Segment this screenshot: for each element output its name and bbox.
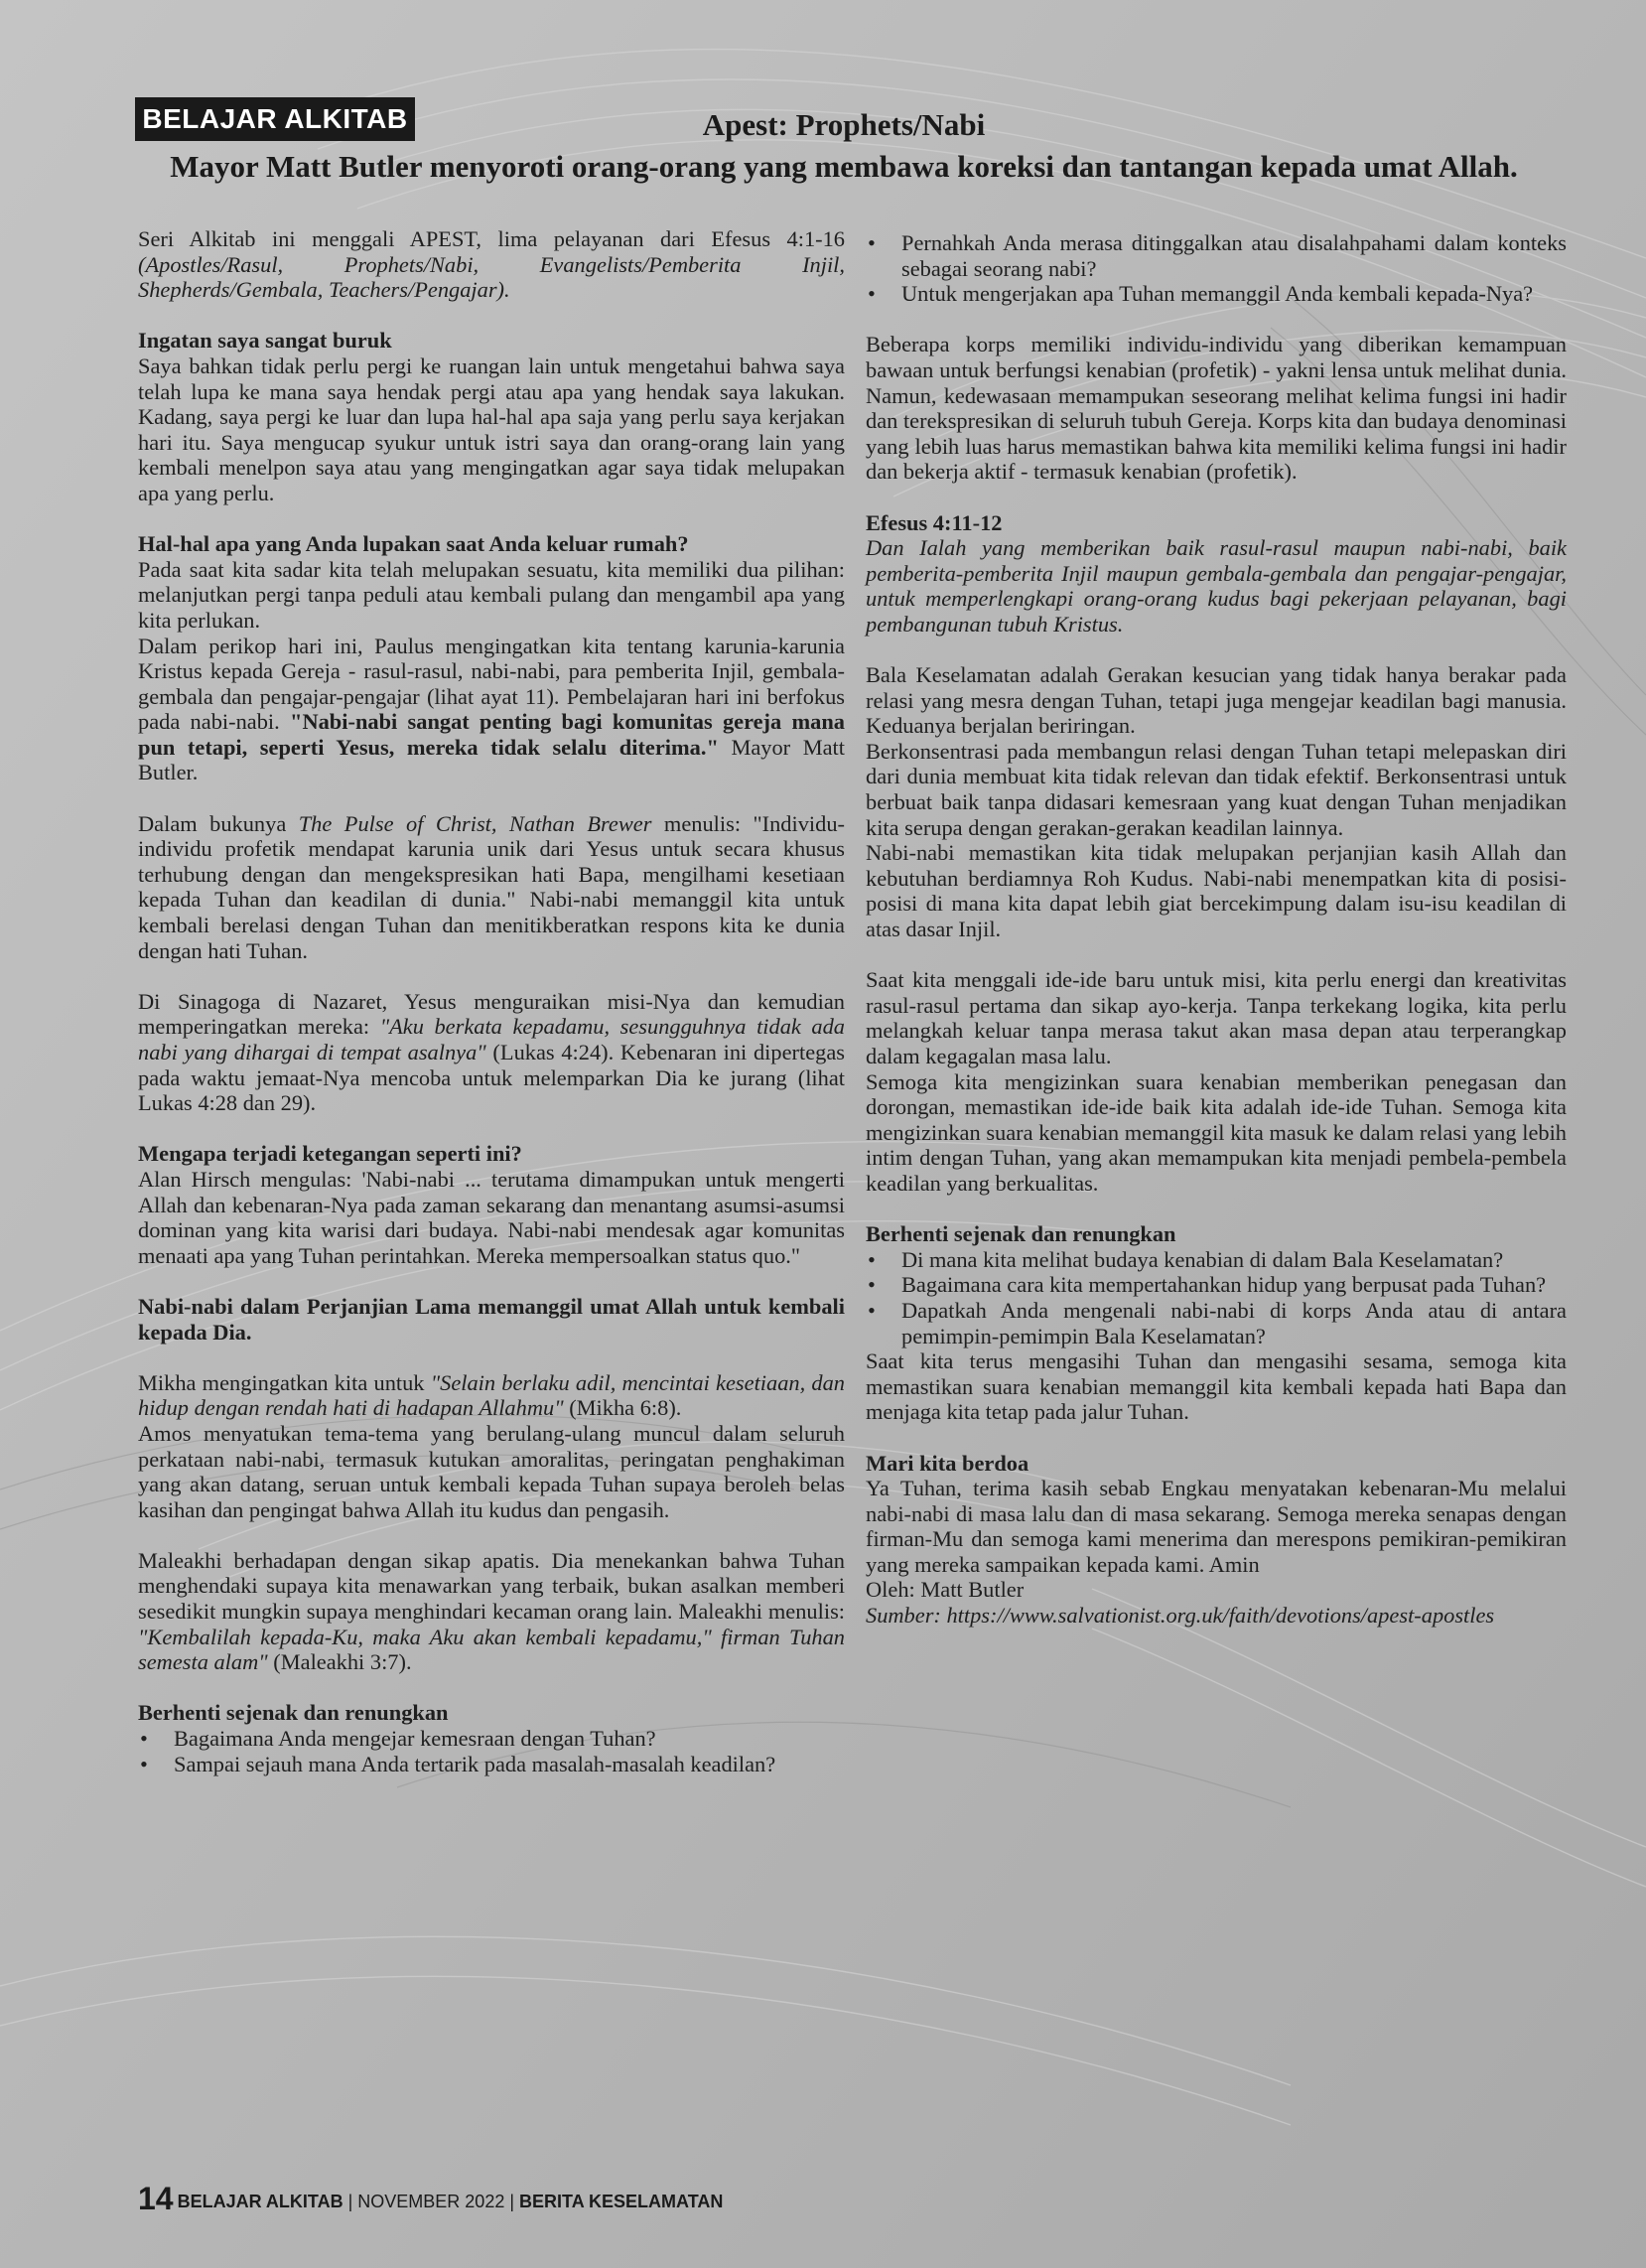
paragraph-corps: Beberapa korps memiliki individu-individu yang diberikan kemampuan bawaan untuk berfungsi kenabian (profetik) - yakni lensa untuk melihat dunia. Namun, kedewasaan memampukan seseorang melihat kelima fungsi ini hadir dan terekspresikan di seluruh tubuh Gereja. Korps kita dan budaya denominasi yang lebih luas harus memastikan bahwa kita memiliki kelima fungsi ini hadir dan bekerja aktif - termasuk kenabian (profetik). — [866, 332, 1567, 485]
paragraph-hirsch: Alan Hirsch mengulas: 'Nabi-nabi ... terutama dimampukan untuk mengerti Allah dan kebenaran-Nya pada zaman sekarang dan menantang asumsi-asumsi dominan yang kita warisi dari budaya. Nabi-nabi mendesak agar komunitas menaati apa yang Tuhan perintahkan. Mereka mempersoalkan status quo." — [138, 1166, 845, 1268]
paragraph-brewer: Dalam bukunya The Pulse of Christ, Nathan Brewer menulis: "Individu-individu profetik mendapat karunia unik dari Yesus untuk secara khusus terhubung dengan dan mengekspresikan hati Bapa, mengilhami kesetiaan kepada Tuhan dan keadilan di dunia." Nabi-nabi memanggil kita untuk kembali berelasi dengan Tuhan dan menitikberatkan respons kita ke dunia dengan hati Tuhan. — [138, 810, 845, 963]
list-item: • Bagaimana cara kita mempertahankan hidup yang berpusat pada Tuhan? — [866, 1272, 1567, 1298]
paragraph-mission: Saat kita menggali ide-ide baru untuk misi, kita perlu energi dan kreativitas rasul-rasul pertama dan sikap ayo-kerja. Tanpa terkekang logika, kita perlu melangkah keluar tanpa merasa takut akan masa depan atau terperangkap dalam kegagalan masa lalu. — [866, 967, 1567, 1068]
reflection-list-continued — [866, 230, 1567, 307]
footer-separator: | — [343, 2192, 358, 2211]
paragraph-pericope: Dalam perikop hari ini, Paulus mengingatkan kita tentang karunia-karunia Kristus kepada Gereja - rasul-rasul, nabi-nabi, para pemberita Injil, gembala-gembala dan pengajar-pengajar (lihat ayat 11). Pembelajaran hari ini berfokus pada nabi-nabi. "Nabi-nabi sangat penting bagi komunitas gereja mana pun tetapi, seperti Yesus, mereka tidak selalu diterima." Mayor Matt Butler. — [138, 633, 845, 785]
list-item: • Untuk mengerjakan apa Tuhan memanggil Anda kembali kepada-Nya? — [866, 281, 1567, 307]
heading-tension: Mengapa terjadi ketegangan seperti ini? — [138, 1141, 522, 1167]
page-number: 14 — [138, 2181, 174, 2216]
paragraph-holiness: Bala Keselamatan adalah Gerakan kesucian yang tidak hanya berakar pada relasi yang mesra dengan Tuhan, tetapi juga mengejar keadilan bagi manusia. Keduanya berjalan beriringan. — [866, 662, 1567, 739]
author-credit: Oleh: Matt Butler — [866, 1577, 1025, 1603]
heading-forget: Hal-hal apa yang Anda lupakan saat Anda keluar rumah? — [138, 531, 689, 557]
paragraph-closing: Saat kita terus mengasihi Tuhan dan mengasihi sesama, semoga kita memastikan suara kenabian memanggil kita kembali kepada hati Bapa dan menjaga kita tetap pada jalur Tuhan. — [866, 1348, 1567, 1425]
article-subtitle: Mayor Matt Butler menyoroti orang-orang yang membawa koreksi dan tantangan kepada umat Allah. — [170, 149, 1518, 184]
prayer-text: Ya Tuhan, terima kasih sebab Engkau menyatakan kebenaran-Mu melalui nabi-nabi di masa lalu dan di masa sekarang. Semoga mereka senapas dengan firman-Mu dan semoga kami menerima dan merespons pemikiran-pemikiran yang mereka sampaikan kepada kami. Amin — [866, 1476, 1567, 1577]
heading-old-testament: Nabi-nabi dalam Perjanjian Lama memanggil umat Allah untuk kembali kepada Dia. — [138, 1293, 845, 1345]
left-column — [138, 226, 845, 1776]
reflection-list-left — [138, 1726, 845, 1776]
paragraph-memory: Saya bahkan tidak perlu pergi ke ruangan lain untuk mengetahui bahwa saya telah lupa ke mana saya hendak pergi atau apa yang hendak saya lakukan. Kadang, saya pergi ke luar dan lupa hal-hal apa saja yang perlu saya kerjakan hari itu. Saya mengucap syukur untuk istri saya dan orang-orang lain yang kembali menelpon saya atau yang mengingatkan agar saya tidak melupakan apa yang perlu. — [138, 353, 845, 505]
list-item: • Sampai sejauh mana Anda tertarik pada masalah-masalah keadilan? — [138, 1752, 845, 1777]
right-column — [866, 230, 1567, 1629]
heading-reflect-right: Berhenti sejenak dan renungkan — [866, 1221, 1176, 1247]
list-item: • Bagaimana Anda mengejar kemesraan dengan Tuhan? — [138, 1726, 845, 1752]
section-tag: BELAJAR ALKITAB — [135, 97, 415, 141]
heading-memory: Ingatan saya sangat buruk — [138, 328, 392, 354]
footer-publication: BERITA KESELAMATAN — [519, 2192, 724, 2211]
list-item: • Di mana kita melihat budaya kenabian di dalam Bala Keselamatan? — [866, 1247, 1567, 1273]
heading-ephesians: Efesus 4:11-12 — [866, 509, 1003, 535]
paragraph-micah: Mikha mengingatkan kita untuk "Selain berlaku adil, mencintai kesetiaan, dan hidup dengan rendah hati di hadapan Allahmu" (Mikha 6:8). — [138, 1369, 845, 1421]
intro-paragraph: Seri Alkitab ini menggali APEST, lima pelayanan dari Efesus 4:1-16 (Apostles/Rasul, Prophets/Nabi, Evangelists/Pemberita Injil, Shepherds/Gembala, Teachers/Pengajar). — [138, 226, 845, 303]
heading-prayer: Mari kita berdoa — [866, 1450, 1029, 1476]
heading-reflect-left: Berhenti sejenak dan renungkan — [138, 1700, 449, 1726]
footer-separator: | — [504, 2192, 520, 2211]
article-title: Apest: Prophets/Nabi — [702, 107, 986, 142]
list-item: • Dapatkah Anda mengenali nabi-nabi di korps Anda atau di antara pemimpin-pemimpin Bala Keselamatan? — [866, 1298, 1567, 1348]
paragraph-prophetic-voice: Semoga kita mengizinkan suara kenabian memberikan penegasan dan dorongan, memastikan ide-ide baik kita adalah ide-ide Tuhan. Semoga kita mengizinkan suara kenabian memanggil kita masuk ke dalam relasi yang lebih intim dengan Tuhan, yang akan memampukan kita menjadi pembela-pembela keadilan yang berkualitas. — [866, 1068, 1567, 1196]
paragraph-amos: Amos menyatukan tema-tema yang berulang-ulang muncul dalam seluruh perkataan nabi-nabi, termasuk kutukan amoralitas, peringatan penghakiman yang akan datang, seruan untuk kembali kepada Tuhan supaya beroleh belas kasihan dan pengingat bahwa Allah itu kudus dan pengasih. — [138, 1420, 845, 1522]
paragraph-malachi: Maleakhi berhadapan dengan sikap apatis. Dia menekankan bahwa Tuhan menghendaki supaya kita menawarkan yang terbaik, bukan asalkan memberi sesedikit mungkin supaya menghindari kecaman orang lain. Maleakhi menulis: "Kembalilah kepada-Ku, maka Aku akan kembali kepadamu," firman Tuhan semesta alam" (Maleakhi 3:7). — [138, 1547, 845, 1675]
source-link[interactable]: Sumber: https://www.salvationist.org.uk/faith/devotions/apest-apostles — [866, 1603, 1495, 1629]
list-item: • Pernahkah Anda merasa ditinggalkan atau disalahpahami dalam konteks sebagai seorang nabi? — [866, 230, 1567, 281]
paragraph-prophets-ensure: Nabi-nabi memastikan kita tidak melupakan perjanjian kasih Allah dan kebutuhan berdiamnya Roh Kudus. Nabi-nabi menempatkan kita di posisi-posisi di mana kita dapat lebih giat bercekimpung dalam isu-isu keadilan di atas dasar Injil. — [866, 840, 1567, 942]
footer-section: BELAJAR ALKITAB — [177, 2192, 343, 2211]
footer-date: NOVEMBER 2022 — [357, 2192, 505, 2211]
scripture-verse: Dan Ialah yang memberikan baik rasul-rasul maupun nabi-nabi, baik pemberita-pemberita Injil maupun gembala-gembala dan pengajar-pengajar, untuk memperlengkapi orang-orang kudus bagi pekerjaan pelayanan, bagi pembangunan tubuh Kristus. — [866, 535, 1567, 637]
page-footer — [138, 2181, 723, 2220]
reflection-list-right — [866, 1247, 1567, 1348]
paragraph-choices: Pada saat kita sadar kita telah melupakan sesuatu, kita memiliki dua pilihan: melanjutkan pergi tanpa peduli atau kembali pulang dan mengambil apa yang kita perlukan. — [138, 556, 845, 633]
paragraph-nazareth: Di Sinagoga di Nazaret, Yesus menguraikan misi-Nya dan kemudian memperingatkan mereka: "Aku berkata kepadamu, sesungguhnya tidak ada nabi yang dihargai di tempat asalnya" (Lukas 4:24). Kebenaran ini dipertegas pada waktu jemaat-Nya mencoba untuk melemparkan Dia ke jurang (lihat Lukas 4:28 dan 29). — [138, 988, 845, 1116]
paragraph-concentrate: Berkonsentrasi pada membangun relasi dengan Tuhan tetapi melepaskan diri dari dunia membuat kita tidak relevan dan tidak efektif. Berkonsentrasi untuk berbuat baik tanpa didasari kemesraan yang kuat dengan Tuhan menjadikan kita serupa dengan gerakan-gerakan keadilan lainnya. — [866, 738, 1567, 840]
